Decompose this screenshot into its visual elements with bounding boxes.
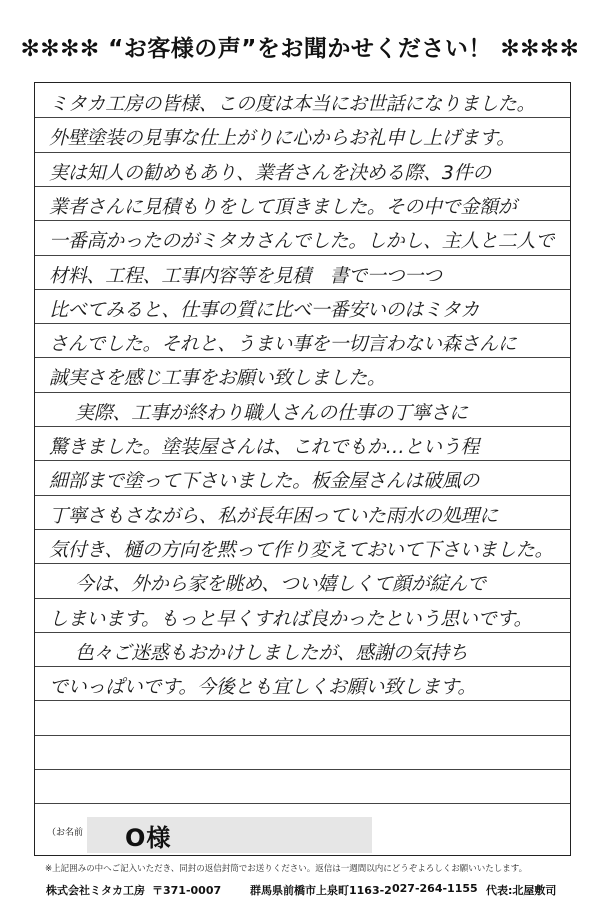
ruled-line [35, 323, 570, 324]
letter-line: 誠実さを感じ工事をお願い致しました。 [49, 367, 386, 390]
ruled-line [35, 632, 570, 633]
postal-code: 〒371-0007 [152, 884, 222, 897]
letter-line: 丁寧さもさながら、私が長年困っていた雨水の処理に [49, 504, 498, 527]
letter-line: 細部まで塗って下さいました。板金屋さんは破風の [49, 470, 480, 493]
letter-line: 今は、外から家を眺め、つい嬉しくて顔が綻んで [75, 573, 486, 596]
ruled-line [35, 495, 570, 496]
letter-line: でいっぱいです。今後とも宜しくお願い致します。 [49, 676, 477, 699]
name-label: （お名前 [47, 828, 84, 838]
letter-line: 業者さんに見積もりをして頂きました。その中で金額が [49, 195, 517, 218]
letter-sheet [34, 82, 571, 856]
ruled-line [35, 529, 570, 530]
letter-line: ミタカ工房の皆様、この度は本当にお世話になりました。 [49, 93, 536, 115]
ruled-line [35, 666, 570, 667]
ruled-line [35, 289, 570, 290]
ruled-line [35, 117, 570, 118]
ruled-line [35, 803, 570, 804]
letter-line: しまいます。もっと早くすれば良かったという思いです。 [49, 607, 533, 630]
customer-name: O様 [125, 824, 172, 852]
letter-line: 比べてみると、仕事の質に比べ一番安いのはミタカ [49, 298, 480, 321]
ruled-line [35, 392, 570, 393]
letter-line: 驚きました。塗装屋さんは、これでもか…という程 [49, 436, 480, 458]
name-row [35, 813, 570, 857]
letter-line: さんでした。それと、うまい事を一切言わない森さんに [49, 333, 517, 356]
instruction-note: ※上記囲みの中へご記入いただき、同封の返信封筒でお送りください。返信は一週間以内にどうぞよろしくお願いいたします。 [45, 864, 528, 874]
ruled-line [35, 357, 570, 358]
letter-line: 一番高かったのがミタカさんでした。しかし、主人と二人で [49, 230, 554, 253]
ruled-line [35, 598, 570, 599]
ruled-line [35, 460, 570, 461]
letter-line: 外壁塗装の見事な仕上がりに心からお礼申し上げます。 [49, 127, 515, 150]
address: 群馬県前橋市上泉町1163-2 [250, 884, 392, 897]
ruled-line [35, 220, 570, 221]
ruled-line [35, 735, 570, 736]
letter-line: 実際、工事が終わり職人さんの仕事の丁寧さに [75, 401, 468, 424]
ruled-line [35, 700, 570, 701]
ruled-line [35, 186, 570, 187]
ruled-line [35, 152, 570, 153]
ruled-line [35, 426, 570, 427]
ruled-line [35, 255, 570, 256]
letter-line: 材料、工程、工事内容等を見積 書で一つ一つ [49, 264, 442, 287]
ruled-line [35, 769, 570, 770]
page-title: ✻✻✻✻ “お客様の声”をお聞かせください！ ✻✻✻✻ [20, 36, 580, 62]
footer [0, 882, 600, 902]
company-name: 株式会社ミタカ工房 [46, 884, 145, 897]
ruled-line [35, 563, 570, 564]
phone-number: 027-264-1155 [392, 882, 478, 895]
letter-line: 実は知人の勧めもあり、業者さんを決める際、3件の [49, 161, 491, 184]
letter-line: 色々ご迷惑もおかけしましたが、感謝の気持ち [75, 641, 468, 664]
representative: 代表:北屋敷司 [486, 884, 557, 897]
letter-line: 気付き、樋の方向を黙って作り変えておいて下さいました。 [49, 538, 554, 561]
